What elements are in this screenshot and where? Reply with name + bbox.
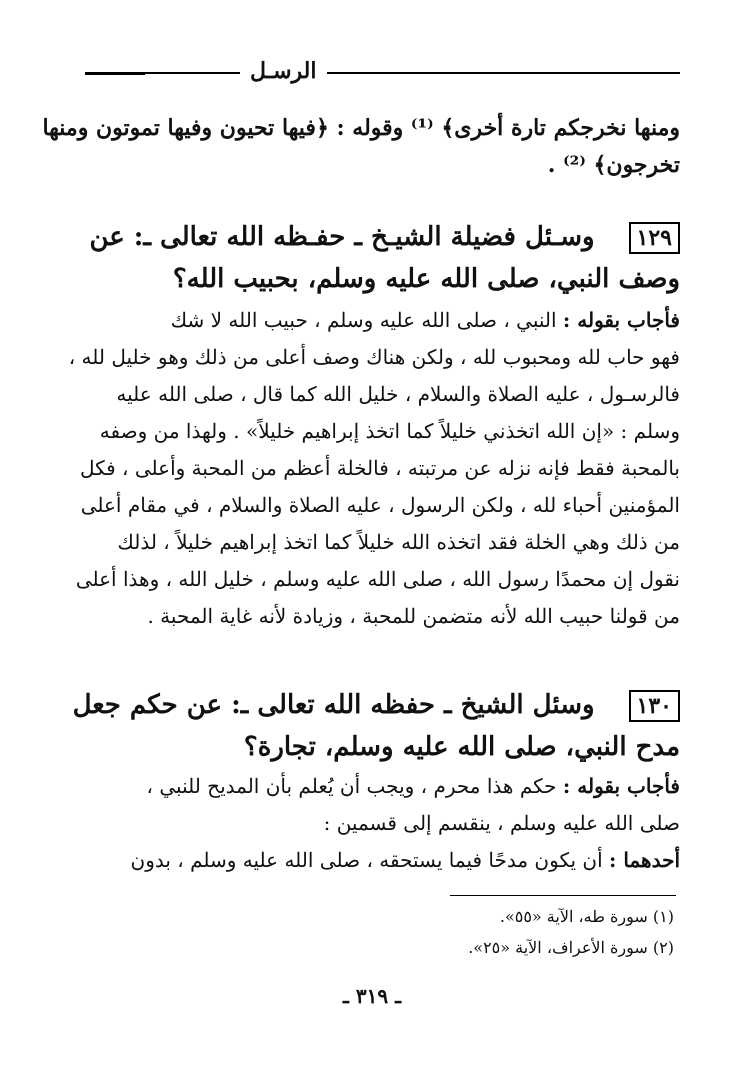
first-lead: أحدهما : [609, 848, 680, 872]
header-rule [85, 72, 680, 74]
intro-paragraph [42, 110, 680, 184]
answer-line: صلى الله عليه وسلم ، ينقسم إلى قسمين : [323, 811, 680, 835]
question-129-line-2: وصف النبي، صلى الله عليه وسلم، بحبيب الله؟ [172, 264, 680, 294]
question-130 [72, 684, 680, 768]
question-text: وسئل الشيخ ـ حفظه الله تعالى ـ: عن حكم جعل [72, 690, 595, 720]
footnote-2: (٢) سورة الأعراف، الآية «٢٥». [468, 938, 674, 957]
question-130-line-2: مدح النبي، صلى الله عليه وسلم، تجارة؟ [243, 732, 680, 762]
intro-line: ومنها نخرجكم تارة أخرى﴾ ⁽¹⁾ وقوله : ﴿فيها تحيون وفيها تموتون ومنها [42, 115, 680, 141]
answer-text: أن يكون مدحًا فيما يستحقه ، صلى الله عليه وسلم ، بدون [130, 848, 610, 872]
question-129 [80, 216, 680, 300]
answer-text: النبي ، صلى الله عليه وسلم ، حبيب الله لا شك [170, 308, 563, 332]
question-number-box: ١٢٩ [629, 222, 680, 254]
answer-line: المؤمنين أحباء لله ، ولكن الرسول ، عليه الصلاة والسلام ، في مقام أعلى [80, 493, 680, 517]
question-129-line-1 [80, 216, 680, 258]
answer-lead: فأجاب بقوله : [562, 308, 680, 332]
footnote-1: (١) سورة طه، الآية «٥٥». [499, 907, 674, 926]
answer-line [80, 842, 680, 879]
answer-line: نقول إن محمدًا رسول الله ، صلى الله عليه وسلم ، خليل الله ، وهذا أعلى [75, 567, 680, 591]
page-number: ـ ٣١٩ ـ [343, 984, 401, 1008]
header-rule-short [85, 72, 145, 75]
intro-line: تخرجون﴾ ⁽²⁾ . [547, 152, 680, 178]
question-130-line-1 [72, 684, 680, 726]
answer-text: حكم هذا محرم ، ويجب أن يُعلم بأن المديح للنبي ، [146, 774, 563, 798]
answer-line: من ذلك وهي الخلة فقد اتخذه الله خليلاً كما اتخذ إبراهيم خليلاً ، لذلك [117, 530, 680, 554]
footnote-rule [450, 895, 676, 896]
answer-line [80, 302, 680, 339]
answer-line: وسلم : «إن الله اتخذني خليلاً كما اتخذ إبراهيم خليلاً» . ولهذا من وصفه [99, 419, 680, 443]
running-header [85, 60, 680, 90]
answer-line: فهو حاب لله ومحبوب لله ، ولكن هناك وصف أعلى من ذلك وهو خليل لله ، [68, 345, 680, 369]
answer-line: بالمحبة فقط فإنه نزله عن مرتبته ، فالخلة أعظم من المحبة وأعلى ، فكل [79, 456, 680, 480]
answer-130 [80, 768, 680, 879]
answer-129 [68, 302, 680, 635]
answer-line: فالرسـول ، عليه الصلاة والسلام ، خليل الله كما قال ، صلى الله عليه [116, 382, 680, 406]
answer-line: من قولنا حبيب الله لأنه متضمن للمحبة ، وزيادة لأنه غاية المحبة . [147, 604, 680, 628]
answer-line [80, 768, 680, 805]
header-title: الرسـل [240, 58, 327, 84]
question-text: وسـئل فضيلة الشيـخ ـ حفـظه الله تعالى ـ: عن [89, 222, 595, 252]
answer-lead: فأجاب بقوله : [562, 774, 680, 798]
question-number-box: ١٣٠ [629, 690, 680, 722]
